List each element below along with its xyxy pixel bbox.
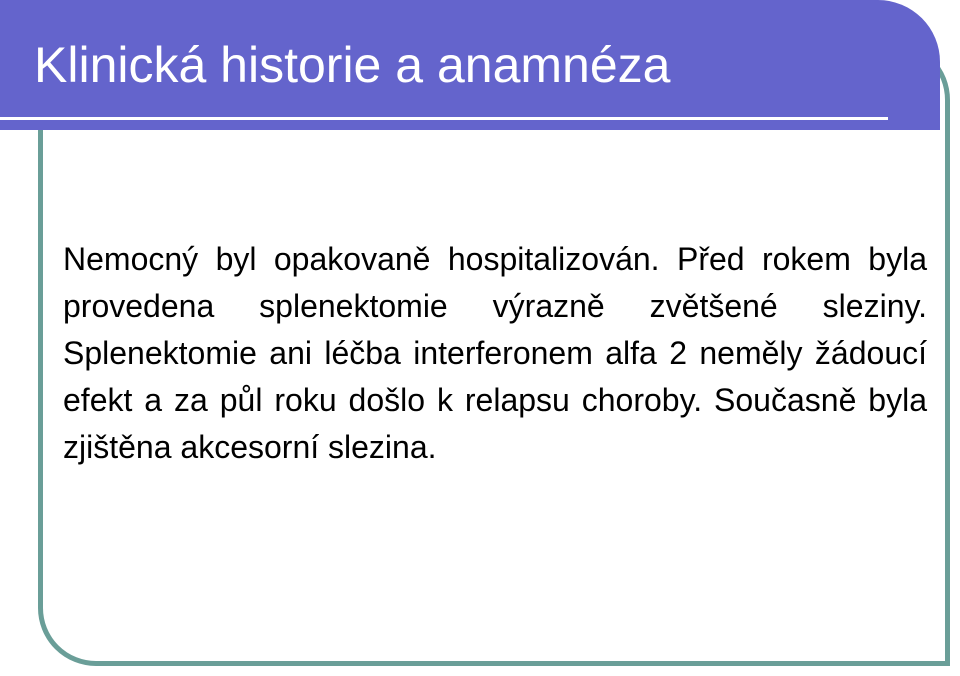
title-underline bbox=[0, 117, 888, 120]
title-bar bbox=[0, 0, 940, 130]
slide-body-text: Nemocný byl opakovaně hospitalizován. Před rokem byla provedena splenektomie výrazně zvětšené sleziny. Splenektomie ani léčba interferonem alfa 2 neměly žádoucí efekt a za půl roku došlo k relapsu choroby. Současně byla zjištěna akcesorní slezina. bbox=[63, 241, 927, 465]
slide-title: Klinická historie a anamnéza bbox=[34, 37, 671, 93]
